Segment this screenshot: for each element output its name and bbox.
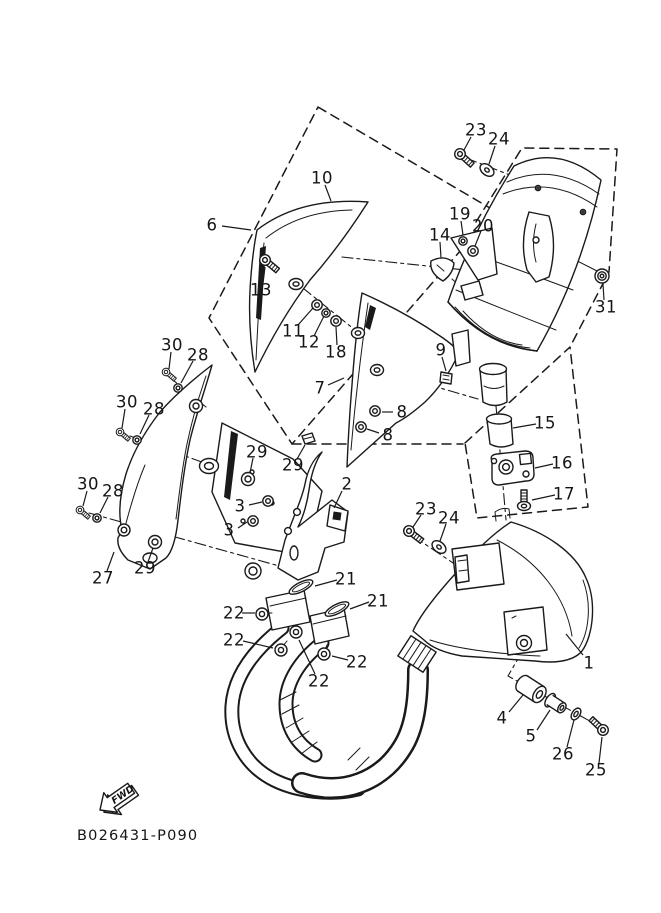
nut-22c (318, 648, 330, 660)
callout-label-27-34: 27 (92, 568, 114, 588)
callout-label-22-25: 22 (223, 630, 245, 650)
callout-label-1-0: 1 (583, 653, 595, 673)
callout-label-2-1: 2 (341, 474, 353, 494)
callout-label-6-6: 6 (206, 215, 218, 235)
callout-label-15-16: 15 (534, 413, 556, 433)
callout-label-24-29: 24 (488, 129, 510, 149)
callout-label-22-24: 22 (223, 603, 245, 623)
fwd-label: FWD (109, 783, 137, 807)
callout-leader-25-32 (599, 737, 602, 763)
callout-label-28-36: 28 (143, 399, 165, 419)
pipe-clamp-9 (440, 372, 452, 384)
callout-leader-17-18 (532, 495, 555, 500)
callout-leader-21-22 (315, 580, 337, 586)
washer-24-bottom (430, 538, 449, 556)
nut-8a (370, 406, 380, 416)
callout-label-13-14: 13 (250, 280, 272, 300)
callout-label-29-38: 29 (246, 442, 268, 462)
callout-leader-15-16 (513, 424, 536, 428)
callout-label-30-42: 30 (116, 392, 138, 412)
callout-label-26-33: 26 (552, 744, 574, 764)
fwd-arrow-icon (93, 777, 142, 823)
callout-label-11-12: 11 (282, 321, 304, 341)
callout-label-21-22: 21 (335, 569, 357, 589)
callout-label-8-9: 8 (382, 425, 394, 445)
part-code: B026431-P090 (77, 828, 199, 844)
joint-clamp-16 (491, 451, 534, 485)
callout-label-30-43: 30 (77, 474, 99, 494)
callout-leader-26-33 (567, 720, 574, 747)
callout-label-29-39: 29 (282, 455, 304, 475)
nut-22a (256, 608, 268, 620)
callout-leader-4-4 (509, 695, 523, 712)
bolt-25 (587, 715, 610, 738)
callout-label-5-5: 5 (525, 726, 537, 746)
washer-11 (312, 300, 322, 310)
silencer (448, 158, 601, 406)
callout-label-29-40: 29 (134, 558, 156, 578)
bolt-30b (115, 427, 132, 443)
callout-label-16-17: 16 (551, 453, 573, 473)
nut-22b (275, 644, 287, 656)
callout-label-10-11: 10 (311, 168, 333, 188)
callout-leader-7-7 (328, 378, 344, 385)
callout-label-20-21: 20 (472, 216, 494, 236)
callout-label-30-41: 30 (161, 335, 183, 355)
callout-label-23-30: 23 (415, 499, 437, 519)
callout-label-19-20: 19 (449, 204, 471, 224)
callout-leader-24-29 (489, 146, 495, 164)
nut-3a (263, 496, 273, 506)
callout-label-21-23: 21 (367, 591, 389, 611)
washer-12 (322, 309, 330, 317)
callout-label-8-8: 8 (396, 402, 408, 422)
callout-label-14-15: 14 (429, 225, 451, 245)
muffler (398, 508, 593, 672)
nut-22d (290, 626, 302, 638)
callout-label-18-19: 18 (325, 342, 347, 362)
joint-damper-15 (487, 414, 514, 447)
nut-20 (468, 246, 478, 256)
callout-leader-30-41 (169, 352, 171, 369)
callout-label-9-10: 9 (435, 340, 447, 360)
callout-leader-30-42 (122, 409, 125, 428)
washer-28c (93, 514, 101, 522)
callout-label-22-27: 22 (308, 671, 330, 691)
callout-label-22-26: 22 (346, 652, 368, 672)
stay-plate-14 (431, 258, 454, 281)
callout-leader-6-6 (222, 226, 251, 230)
callout-label-28-37: 28 (102, 481, 124, 501)
washer-26 (569, 706, 583, 721)
callout-label-24-31: 24 (438, 508, 460, 528)
callout-label-31-44: 31 (595, 297, 617, 317)
callout-label-25-32: 25 (585, 760, 607, 780)
callout-label-3-3: 3 (223, 520, 235, 540)
callout-leader-5-5 (537, 710, 550, 730)
flange-nut-31 (595, 269, 609, 283)
callout-label-4-4: 4 (496, 708, 508, 728)
callout-label-17-18: 17 (553, 484, 575, 504)
clamp-bolt-17 (518, 490, 531, 511)
callout-label-7-7: 7 (314, 378, 326, 398)
nut-3b (248, 516, 258, 526)
callout-label-3-2: 3 (234, 496, 246, 516)
bolt-30a (161, 367, 178, 383)
washer-28a (174, 384, 182, 392)
washer-19 (459, 237, 467, 245)
grommet-29c (149, 536, 162, 549)
nut-8b (356, 422, 366, 432)
callout-label-12-13: 12 (298, 332, 320, 352)
collar-5 (543, 692, 569, 716)
collar-18 (331, 316, 341, 326)
callout-label-23-28: 23 (465, 120, 487, 140)
callout-label-28-35: 28 (187, 345, 209, 365)
grommet-29a (242, 473, 255, 486)
washer-28b (133, 436, 141, 444)
